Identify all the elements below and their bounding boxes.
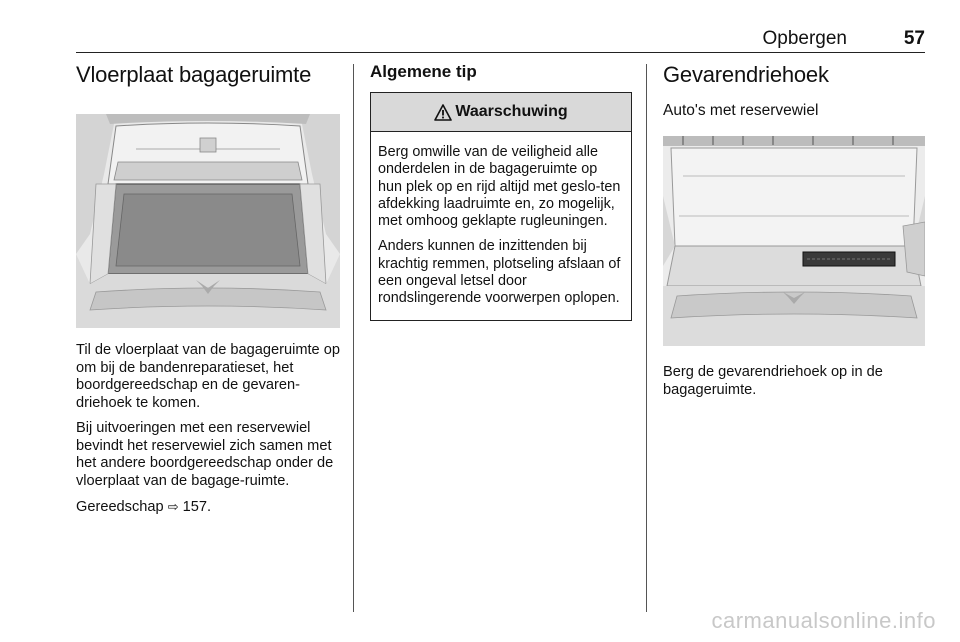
tools-reference [76,498,340,517]
page-reference-arrow-icon: ⇨ [167,499,179,514]
reference-label: Gereedschap [76,499,164,515]
reference-page-link[interactable]: 157. [182,499,212,515]
luggage-floor-illustration [76,114,340,328]
warning-triangle-icon [434,104,452,121]
heading-warning-triangle: Gevarendriehoek [663,62,829,87]
figure-luggage-floor [76,114,340,328]
paragraph-1: Til de vloerplaat van de bagageruimte op om bij de bandenreparatieset, het boordgereedschap en de gevaren-driehoek te komen. [76,342,340,411]
warning-paragraph-1: Berg omwille van de veiligheid alle onderdelen in de bagageruimte op hun plek op en rijd altijd met geslo-ten afdekking laadruimte en, zo mogelijk, met omhoog geklapte rugleuningen. [378,144,621,230]
column-warning-triangle [663,62,925,407]
figure-trunk-storage [663,136,925,346]
warning-header [371,93,631,132]
page-number: 57 [903,28,925,49]
paragraph-store-triangle: Berg de gevarendriehoek op in de bagageruimte. [663,364,883,398]
subheading-spare-wheel: Auto's met reservewiel [663,102,819,119]
warning-box [370,92,632,321]
warning-title: Waarschuwing [455,103,568,120]
paragraph-2: Bij uitvoeringen met een reservewiel bevindt het reservewiel zich samen met het andere boordgereedschap onder de vloerplaat van de bagage-ruimte. [76,420,334,489]
column-divider-2 [646,64,647,612]
watermark-text: carmanualsonline.info [711,608,936,633]
warning-paragraph-2: Anders kunnen de inzittenden bij krachtig remmen, plotseling afslaan of een ongeval letsel door rondslingerende voorwerpen oplopen. [378,238,621,307]
section-title: Opbergen [762,28,847,49]
heading-floor-panel: Vloerplaat bagageruimte [76,62,312,87]
column-floor-panel [76,62,340,525]
heading-general-tip: Algemene tip [370,62,477,81]
column-divider-1 [353,64,354,612]
warning-body [371,132,631,320]
column-general-tip [370,62,632,321]
page-header [76,26,925,53]
trunk-storage-illustration [663,136,925,346]
